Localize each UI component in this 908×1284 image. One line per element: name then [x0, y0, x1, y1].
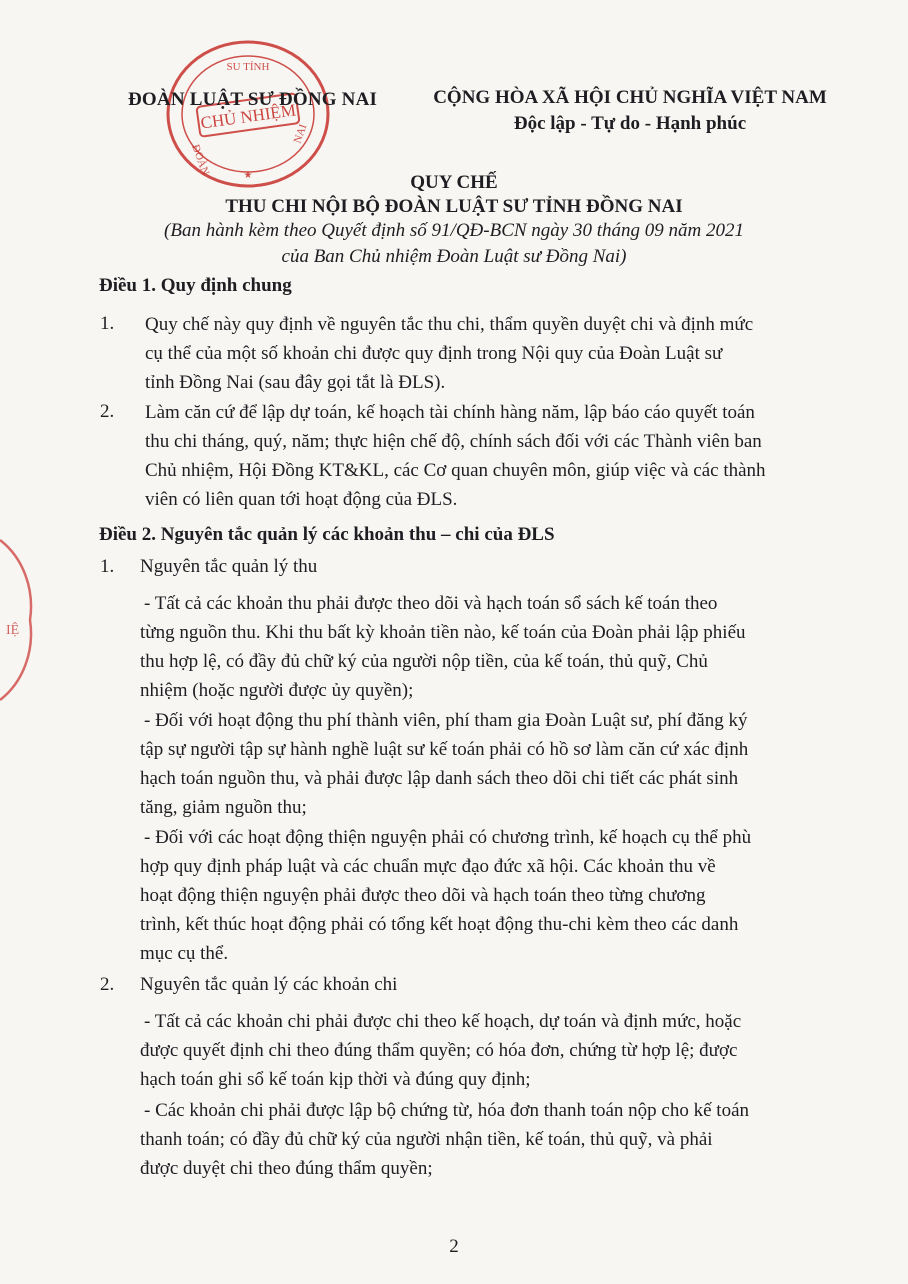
national-header — [430, 87, 830, 135]
text-line: Chủ nhiệm, Hội Đồng KT&KL, các Cơ quan chuyên môn, giúp việc và các thành — [145, 460, 766, 481]
section-1-paragraph-3 — [140, 823, 828, 968]
article-1-item-1 — [145, 310, 820, 397]
page-number: 2 — [449, 1236, 459, 1257]
title-line-1: QUY CHẾ — [410, 172, 498, 193]
text-line: nhiệm (hoặc người được ủy quyền); — [140, 680, 414, 701]
text-line: thu hợp lệ, có đầy đủ chữ ký của người nộp tiền, của kế toán, thủ quỹ, Chủ — [140, 651, 708, 672]
text-line: hạch toán ghi sổ kế toán kịp thời và đúng quy định; — [140, 1069, 531, 1090]
article-2-heading: Điều 2. Nguyên tắc quản lý các khoản thu – chi của ĐLS — [99, 524, 555, 545]
text-line: - Tất cả các khoản chi phải được chi theo kế hoạch, dự toán và định mức, hoặc — [144, 1011, 742, 1032]
text-line: thu chi tháng, quý, năm; thực hiện chế độ, chính sách đối với các Thành viên ban — [145, 431, 762, 452]
partial-seal-edge — [0, 530, 40, 710]
text-line: hạch toán nguồn thu, và phải được lập danh sách theo dõi chi tiết các phát sinh — [140, 768, 739, 789]
country-name: CỘNG HÒA XÃ HỘI CHỦ NGHĨA VIỆT NAM — [433, 87, 827, 108]
text-line: tập sự người tập sự hành nghề luật sư kế toán phải có hồ sơ làm căn cứ xác định — [140, 739, 749, 760]
text-line: - Các khoản chi phải được lập bộ chứng từ, hóa đơn thanh toán nộp cho kế toán — [144, 1100, 750, 1121]
text-line: trình, kết thúc hoạt động phải có tổng kết hoạt động thu-chi kèm theo các danh — [140, 914, 739, 935]
text-line: từng nguồn thu. Khi thu bất kỳ khoản tiền nào, kế toán của Đoàn phải lập phiếu — [140, 622, 746, 643]
svg-text:CHỦ NHIỆM: CHỦ NHIỆM — [199, 100, 297, 133]
svg-text:NAI: NAI — [291, 122, 310, 146]
section-2-paragraph-2 — [140, 1096, 828, 1183]
section-1-paragraph-2 — [140, 706, 828, 822]
section-1-title: Nguyên tắc quản lý thu — [140, 556, 318, 577]
text-line: mục cụ thể. — [140, 943, 229, 964]
section-1-paragraph-1 — [140, 589, 828, 705]
text-line: viên có liên quan tới hoạt động của ĐLS. — [145, 489, 458, 510]
text-line: Làm căn cứ để lập dự toán, kế hoạch tài chính hàng năm, lập báo cáo quyết toán — [145, 402, 755, 423]
text-line: - Tất cả các khoản thu phải được theo dõi và hạch toán sổ sách kế toán theo — [144, 593, 718, 614]
text-line: được duyệt chi theo đúng thẩm quyền; — [140, 1158, 433, 1179]
section-2-title: Nguyên tắc quản lý các khoản chi — [140, 974, 398, 995]
svg-text:IỆ: IỆ — [6, 623, 20, 638]
text-line: được quyết định chi theo đúng thẩm quyền; có hóa đơn, chứng từ hợp lệ; được — [140, 1040, 738, 1061]
title-line-2: THU CHI NỘI BỘ ĐOÀN LUẬT SƯ TỈNH ĐỒNG NAI — [225, 196, 683, 217]
list-number: 2. — [100, 401, 115, 422]
article-1-item-2 — [145, 398, 820, 514]
text-line: hợp quy định pháp luật và các chuẩn mực đạo đức xã hội. Các khoản thu về — [140, 856, 716, 877]
document-title — [80, 172, 828, 270]
motto: Độc lập - Tự do - Hạnh phúc — [513, 113, 747, 134]
article-1-heading: Điều 1. Quy định chung — [99, 275, 292, 296]
title-line-4: của Ban Chủ nhiệm Đoàn Luật sư Đồng Nai) — [281, 246, 627, 267]
text-line: Quy chế này quy định về nguyên tắc thu chi, thẩm quyền duyệt chi và định mức — [145, 314, 754, 335]
text-line: thanh toán; có đầy đủ chữ ký của người nhận tiền, kế toán, thủ quỹ, và phải — [140, 1129, 713, 1150]
text-line: tỉnh Đồng Nai (sau đây gọi tắt là ĐLS). — [145, 372, 446, 393]
title-line-3: (Ban hành kèm theo Quyết định số 91/QĐ-BCN ngày 30 tháng 09 năm 2021 — [164, 220, 744, 241]
organization-name: ĐOÀN LUẬT SƯ ĐỒNG NAI — [128, 89, 378, 110]
list-number: 1. — [100, 313, 115, 334]
red-seal-stamp — [160, 36, 336, 192]
section-2-paragraph-1 — [140, 1007, 828, 1094]
svg-text:ĐOÀN: ĐOÀN — [189, 142, 212, 177]
svg-text:★: ★ — [243, 170, 253, 181]
list-number: 2. — [100, 974, 115, 995]
text-line: cụ thể của một số khoản chi được quy định trong Nội quy của Đoàn Luật sư — [145, 343, 723, 364]
svg-text:SU TỈNH: SU TỈNH — [226, 61, 270, 73]
text-line: - Đối với các hoạt động thiện nguyện phải có chương trình, kế hoạch cụ thể phù — [144, 827, 752, 848]
text-line: tăng, giảm nguồn thu; — [140, 797, 307, 818]
text-line: - Đối với hoạt động thu phí thành viên, phí tham gia Đoàn Luật sư, phí đăng ký — [144, 710, 748, 731]
list-number: 1. — [100, 556, 115, 577]
text-line: hoạt động thiện nguyện phải được theo dõi và hạch toán theo từng chương — [140, 885, 706, 906]
